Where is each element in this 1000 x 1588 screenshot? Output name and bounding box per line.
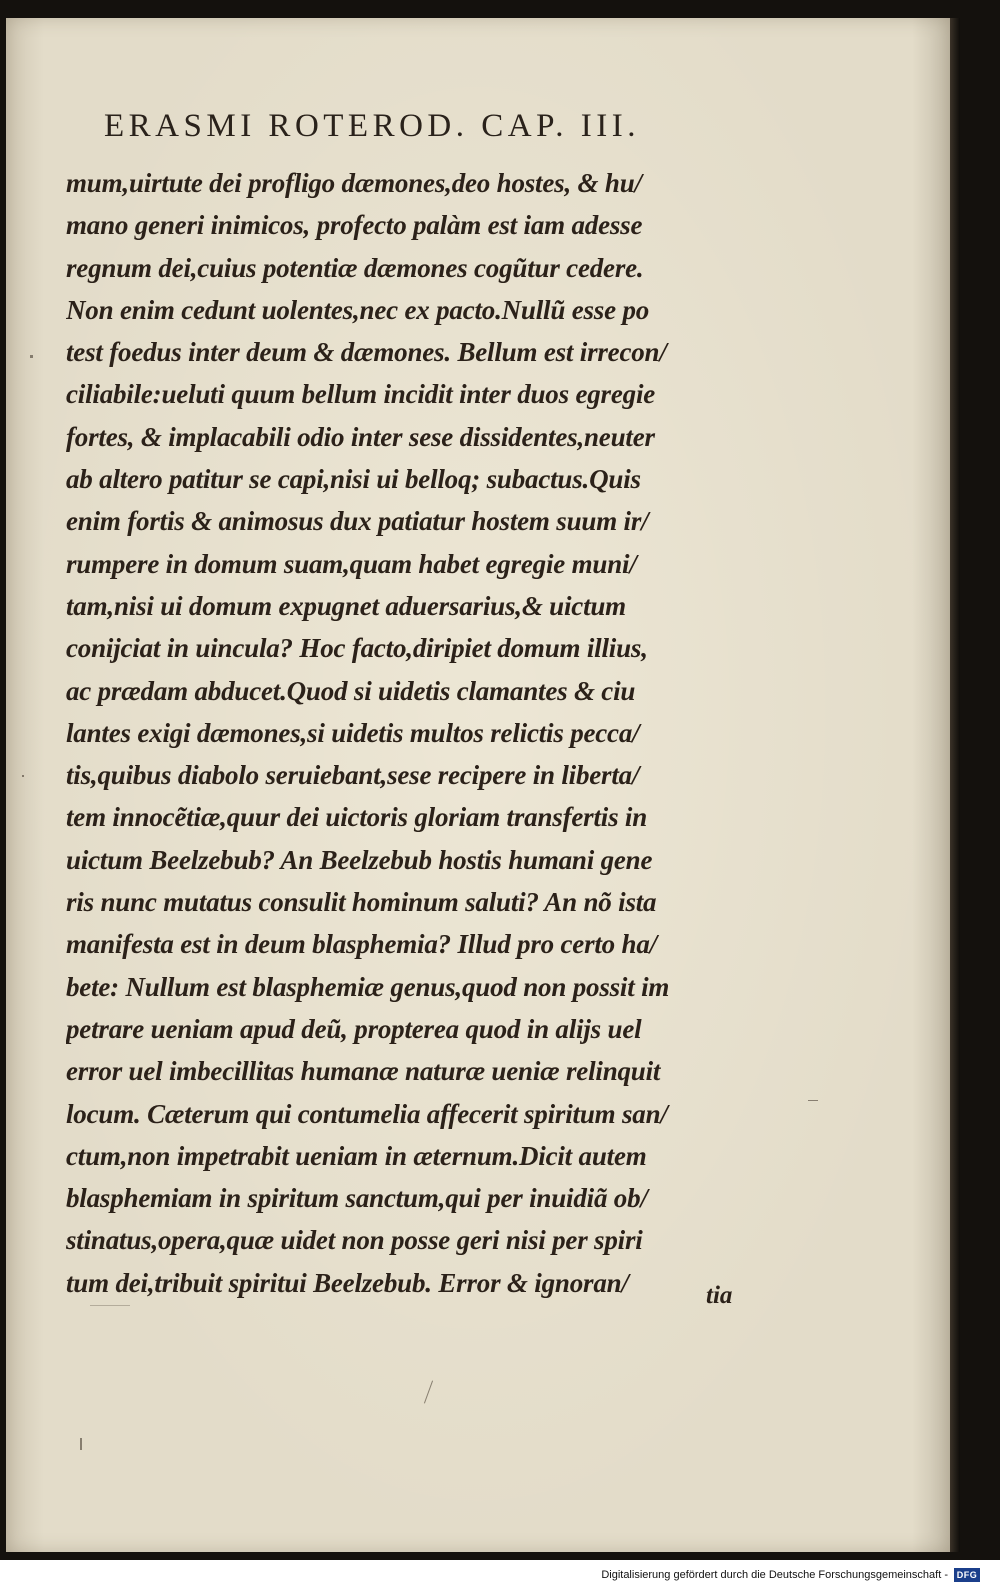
text-line: uictum Beelzebub? An Beelzebub hostis humani gene	[66, 844, 653, 875]
text-line: tum dei,tribuit spiritui Beelzebub. Error & ignoran/	[66, 1267, 629, 1298]
text-line: ctum,non impetrabit ueniam in æternum.Dicit autem	[66, 1140, 647, 1171]
text-line: regnum dei,cuius potentiæ dæmones cogũtur cedere.	[66, 252, 644, 283]
text-block	[66, 162, 766, 1304]
text-line: test foedus inter deum & dæmones. Bellum est irrecon/	[66, 337, 667, 368]
ink-speck	[22, 775, 24, 777]
text-line: tam,nisi ui domum expugnet aduersarius,& uictum	[66, 590, 626, 621]
text-line: petrare ueniam apud deũ, propterea quod in alijs uel	[66, 1013, 642, 1044]
text-line: blasphemiam in spiritum sanctum,qui per inuidiã ob/	[66, 1183, 648, 1214]
catchword: tia	[706, 1282, 733, 1309]
text-line: stinatus,opera,quæ uidet non posse geri nisi per spiri	[66, 1225, 643, 1256]
text-line: lantes exigi dæmones,si uidetis multos relictis pecca/	[66, 717, 640, 748]
page-edge	[950, 18, 960, 1552]
text-line: ac prædam abducet.Quod si uidetis clamantes & ciu	[66, 675, 636, 706]
text-line: ris nunc mutatus consulit hominum saluti? An nõ ista	[66, 887, 657, 918]
text-line: mum,uirtute dei profligo dæmones,deo hostes, & hu/	[66, 168, 642, 198]
text-line: ciliabile:ueluti quum bellum incidit inter duos egregie	[66, 379, 656, 410]
text-line: rumpere in domum suam,quam habet egregie muni/	[66, 548, 637, 579]
ink-speck	[808, 1100, 818, 1101]
text-line: manifesta est in deum blasphemia? Illud pro certo ha/	[66, 929, 657, 960]
text-line: fortes, & implacabili odio inter sese dissidentes,neuter	[66, 421, 655, 452]
text-line: bete: Nullum est blasphemiæ genus,quod non possit im	[66, 971, 670, 1002]
text-line: mano generi inimicos, profecto palàm est iam adesse	[66, 210, 643, 241]
text-line: enim fortis & animosus dux patiatur hostem suum ir/	[66, 506, 649, 537]
text-line: tis,quibus diabolo seruiebant,sese recipere in liberta/	[66, 760, 640, 791]
text-line: error uel imbecillitas humanæ naturæ ueniæ relinquit	[66, 1056, 661, 1087]
text-line: conijciat in uincula? Hoc facto,diripiet domum illius,	[66, 633, 648, 664]
ink-speck	[30, 355, 33, 358]
running-head: ERASMI ROTEROD. CAP. III.	[104, 108, 641, 144]
text-line: locum. Cæterum qui contumelia affecerit spiritum san/	[66, 1098, 668, 1129]
text-line: ab altero patitur se capi,nisi ui belloq; subactus.Quis	[66, 464, 641, 495]
text-line: Non enim cedunt uolentes,nec ex pacto.Nullũ esse po	[66, 294, 650, 325]
dfg-logo-icon: DFG	[954, 1568, 980, 1582]
ink-speck	[80, 1438, 82, 1450]
funding-credit: Digitalisierung gefördert durch die Deutsche Forschungsgemeinschaft -	[601, 1569, 948, 1581]
ink-speck	[90, 1305, 130, 1306]
text-line: tem innocẽtiæ,quur dei uictoris gloriam transfertis in	[66, 802, 648, 833]
